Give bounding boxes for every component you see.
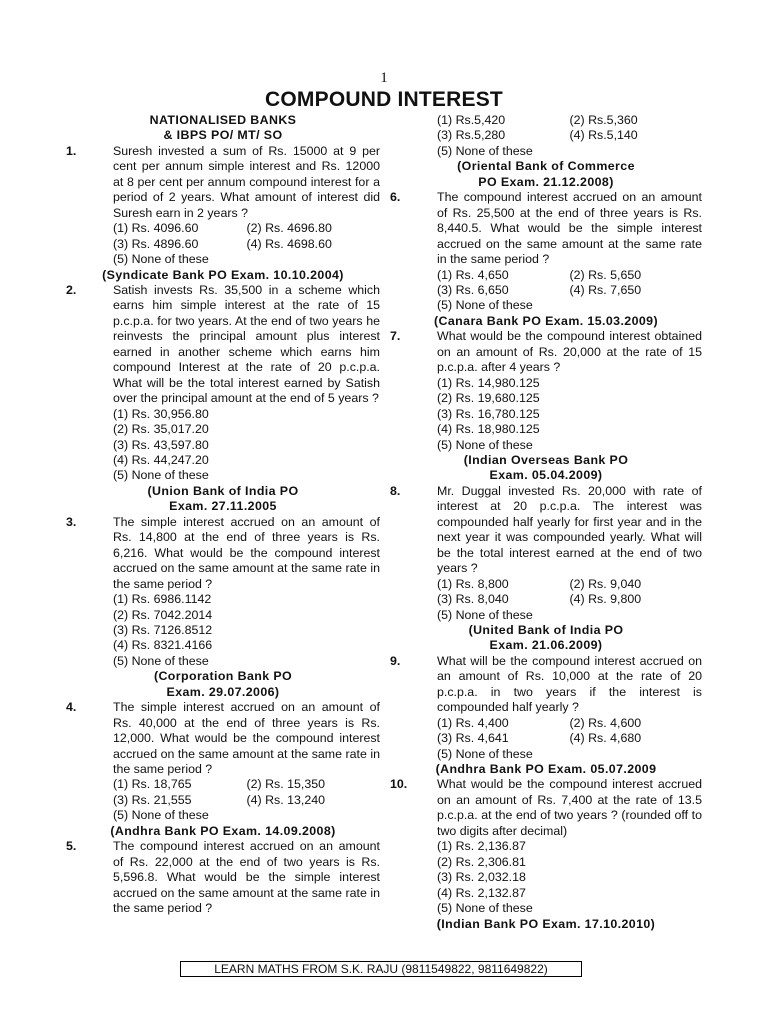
option: (1) Rs.5,420: [437, 113, 506, 127]
footer-banner: LEARN MATHS FROM S.K. RAJU (9811549822, 9811649822): [180, 961, 582, 977]
option: (2) Rs. 9,040: [569, 576, 642, 591]
option: (4) Rs.5,140: [569, 128, 638, 143]
page-title: COMPOUND INTEREST: [265, 88, 503, 111]
exam-source: (Andhra Bank PO Exam. 14.09.2008): [110, 823, 336, 838]
question-number: 7.: [390, 329, 401, 344]
exam-source: (Union Bank of India PO: [147, 483, 299, 498]
option: (2) Rs. 19,680.125: [437, 391, 540, 406]
question-number: 8.: [390, 483, 401, 498]
exam-source: Exam. 21.06.2009): [489, 638, 603, 653]
question-number: 1.: [66, 143, 77, 158]
question-text: Mr. Duggal invested Rs. 20,000 with rate of interest at 20 p.c.p.a. The interest was compounded half yearly for first year and in the next year it was compounded yearly. What will be the total interest earned at the end of two years ?: [437, 483, 702, 576]
question-number: 3.: [66, 514, 77, 529]
question-text: What would be the compound interest accrued on an amount of Rs. 7,400 at the rate of 13.5 p.c.p.a. at the end of two years ? (rounded off to two digits after decimal): [437, 777, 702, 838]
question-3: [66, 515, 380, 670]
option: (5) None of these: [437, 746, 533, 761]
option: (4) Rs. 18,980.125: [437, 422, 540, 437]
options-row: [113, 793, 380, 808]
exam-source: (Andhra Bank PO Exam. 05.07.2009: [435, 762, 657, 777]
option: (3) Rs.5,280: [437, 128, 506, 143]
question-number: 10.: [390, 777, 408, 792]
option: (3) Rs. 4896.60: [113, 236, 199, 251]
options-row: [437, 283, 702, 298]
option: (3) Rs. 21,555: [113, 792, 192, 807]
option: (2) Rs. 5,650: [569, 267, 642, 282]
question-number: 2.: [66, 282, 77, 297]
option: (3) Rs. 2,032.18: [437, 870, 526, 885]
question-number: 4.: [66, 700, 77, 715]
question-text: What will be the compound interest accrued on an amount of Rs. 10,000 at the rate of 20 p.c.p.a. in two years if the interest is compounded half yearly ?: [437, 653, 702, 715]
question-7: [390, 329, 702, 453]
options-row: [437, 731, 702, 746]
question-6: [390, 190, 702, 314]
question-number: 6.: [390, 190, 401, 205]
question-text: The compound interest accrued on an amount of Rs. 22,000 at the end of two years is Rs. 5,596.8. What would be the simple interest accrued on the same amount at the same rate in the same period ?: [113, 839, 380, 916]
options-row: [113, 221, 380, 236]
question-text: Satish invests Rs. 35,500 in a scheme which earns him simple interest at the rate of 15 p.c.p.a. for two years. At the end of two years he reinvests the principal amount plus interest earned in another scheme which earns him compound Interest at the rate of 20 p.c.p.a. What will be the total interest earned by Satish over the principal amount at the end of 5 years ?: [113, 282, 380, 406]
option: (3) Rs. 4,641: [437, 731, 509, 746]
option: (5) None of these: [437, 607, 533, 622]
options-row: [113, 237, 380, 252]
section-subheading: & IBPS PO/ MT/ SO: [163, 128, 283, 143]
option: (3) Rs. 43,597.80: [113, 437, 209, 452]
option: (1) Rs. 18,765: [113, 777, 192, 792]
option: (1) Rs. 8,800: [437, 576, 509, 591]
question-10: [390, 777, 702, 916]
option: (1) Rs. 30,956.80: [113, 406, 209, 421]
option: (1) Rs. 6986.1142: [113, 592, 212, 607]
option: (3) Rs. 6,650: [437, 282, 509, 297]
page-number: 1: [380, 70, 388, 86]
option: (2) Rs. 4696.80: [246, 221, 332, 236]
exam-source: (United Bank of India PO: [468, 622, 624, 637]
question-8: [390, 484, 702, 623]
option: (3) Rs. 8,040: [437, 592, 509, 607]
option: (5) None of these: [437, 143, 533, 158]
question-text: Suresh invested a sum of Rs. 15000 at 9 per cent per annum simple interest and Rs. 12000 at 8 per cent per annum compound interest for a period of 2 years. What amount of interest did Suresh earn in 2 years ?: [113, 143, 380, 220]
section-heading: NATIONALISED BANKS: [149, 113, 297, 127]
options-row: [437, 577, 702, 592]
question-text: What would be the compound interest obtained on an amount of Rs. 20,000 at the rate of 15 p.c.p.a. after 4 years ?: [437, 329, 702, 375]
exam-source: (Corporation Bank PO: [153, 669, 293, 684]
option: (1) Rs. 2,136.87: [437, 839, 526, 854]
option: (4) Rs. 9,800: [569, 592, 642, 607]
exam-source: Exam. 05.04.2009): [489, 468, 603, 483]
option: (5) None of these: [437, 437, 533, 452]
exam-source: PO Exam. 21.12.2008): [478, 174, 614, 189]
option: (5) None of these: [113, 808, 209, 823]
question-text: The compound interest accrued on an amount of Rs. 25,500 at the end of three years is Rs. 8,440.5. What would be the simple interest accrued on the same amount at the same rate in the same period ?: [437, 190, 702, 267]
question-9: [390, 654, 702, 762]
option: (4) Rs. 4698.60: [246, 236, 332, 251]
question-number: 5.: [66, 839, 77, 854]
question-1: [66, 144, 380, 268]
exam-source: (Syndicate Bank PO Exam. 10.10.2004): [102, 267, 344, 282]
options-row: [437, 716, 702, 731]
options-row: [437, 128, 702, 143]
exam-source: (Indian Overseas Bank PO: [463, 452, 629, 467]
option: (2) Rs.5,360: [569, 113, 638, 127]
option: (4) Rs. 13,240: [246, 792, 326, 807]
option: (3) Rs. 16,780.125: [437, 406, 540, 421]
option: (5) None of these: [113, 468, 209, 483]
question-5-options: [390, 113, 702, 159]
option: (2) Rs. 35,017.20: [113, 422, 209, 437]
question-5: [66, 839, 380, 916]
question-text: The simple interest accrued on an amount of Rs. 40,000 at the end of three years is Rs. 12,000. What would be the compound interest accrued on the same amount at the same rate in the same period ?: [113, 700, 380, 777]
option: (5) None of these: [113, 653, 209, 668]
exam-source: Exam. 29.07.2006): [166, 684, 280, 699]
option: (5) None of these: [437, 298, 533, 313]
option: (2) Rs. 2,306.81: [437, 854, 526, 869]
option: (2) Rs. 15,350: [246, 777, 326, 792]
options-row: [437, 113, 702, 128]
exam-source: (Canara Bank PO Exam. 15.03.2009): [434, 313, 658, 328]
option: (1) Rs. 4,650: [437, 267, 509, 282]
option: (1) Rs. 4096.60: [113, 221, 199, 236]
exam-source: (Oriental Bank of Commerce: [457, 159, 635, 174]
option: (1) Rs. 4,400: [437, 715, 509, 730]
option: (5) None of these: [437, 901, 533, 916]
option: (2) Rs. 4,600: [569, 715, 642, 730]
question-text: The simple interest accrued on an amount of Rs. 14,800 at the end of three years is Rs. 6,216. What would be the compound interest accrued on the same amount at the same rate in the same period ?: [113, 514, 380, 591]
option: (4) Rs. 7,650: [569, 282, 642, 297]
question-4: [66, 700, 380, 824]
option: (2) Rs. 7042.2014: [113, 607, 213, 622]
option: (4) Rs. 2,132.87: [437, 885, 526, 900]
option: (4) Rs. 8321.4166: [113, 638, 213, 653]
option: (4) Rs. 44,247.20: [113, 452, 209, 467]
right-column: [390, 113, 702, 932]
exam-source: (Indian Bank PO Exam. 17.10.2010): [436, 916, 656, 931]
option: (1) Rs. 14,980.125: [437, 375, 540, 390]
question-2: [66, 283, 380, 484]
left-column: [66, 113, 380, 917]
exam-source: Exam. 27.11.2005: [169, 499, 277, 514]
option: (4) Rs. 4,680: [569, 731, 642, 746]
options-row: [437, 268, 702, 283]
options-row: [113, 777, 380, 792]
options-row: [437, 592, 702, 607]
question-number: 9.: [390, 653, 401, 668]
option: (5) None of these: [113, 252, 209, 267]
option: (3) Rs. 7126.8512: [113, 622, 213, 637]
